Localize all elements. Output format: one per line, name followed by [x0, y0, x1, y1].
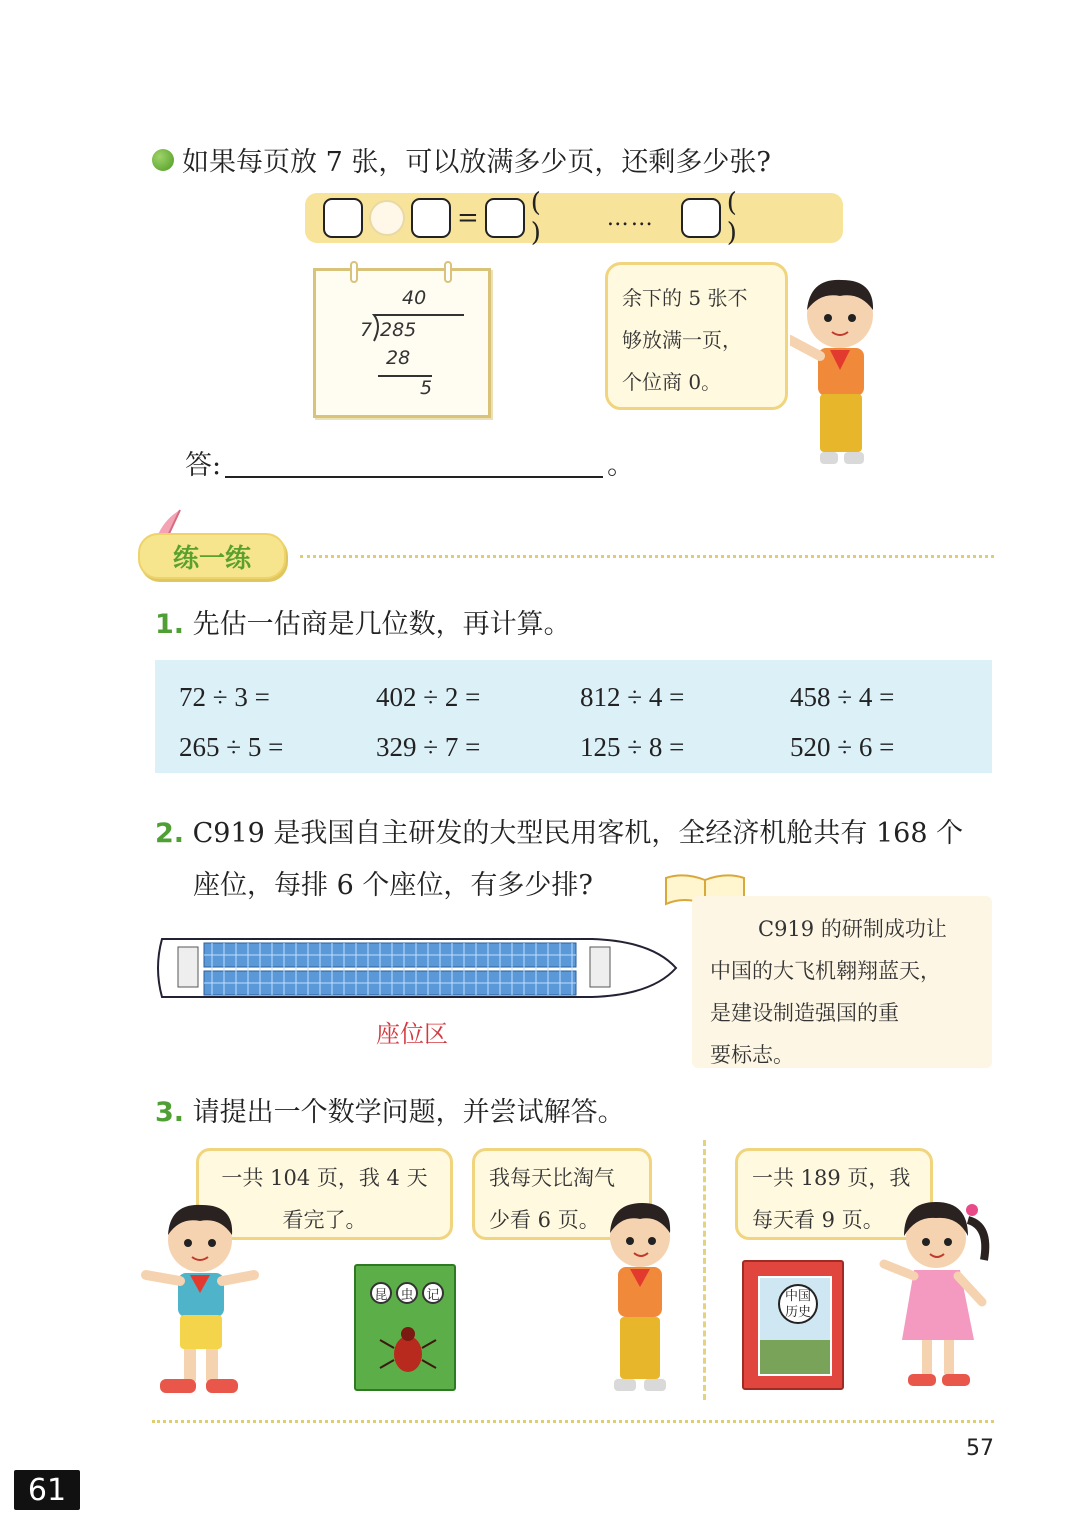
division-note [313, 268, 491, 418]
book-title-line: 中国 [784, 1289, 811, 1304]
answer-blank[interactable] [225, 450, 603, 478]
question-3 [155, 1090, 625, 1129]
answer-box-3[interactable] [485, 198, 525, 238]
formula-bar [305, 188, 843, 248]
unit-paren-2: ( ) [726, 188, 773, 248]
top-question [152, 140, 771, 179]
bullet-dot-icon [152, 149, 174, 171]
c919-info-box [692, 896, 992, 1068]
book-title [778, 1284, 818, 1324]
question-1 [155, 602, 571, 641]
book-title-char: 记 [422, 1282, 444, 1304]
insect-book [354, 1264, 456, 1391]
answer-box-2[interactable] [411, 198, 451, 238]
practice-divider [300, 555, 994, 558]
corner-page-badge: 61 [14, 1470, 80, 1510]
question-1-number: 1. [155, 609, 185, 640]
answer-label: 答: [185, 450, 222, 481]
answer-end: 。 [607, 450, 635, 481]
section-divider [703, 1140, 706, 1400]
question-3-number: 3. [155, 1097, 185, 1128]
calc-item: 329 ÷ 7 = [376, 732, 481, 762]
boy-speech-bubble [605, 262, 788, 410]
info-line: 中国的大飞机翱翔蓝天， [710, 959, 941, 983]
question-2-line-1: C919 是我国自主研发的大型民用客机，全经济机舱共有 168 个 [192, 818, 964, 849]
division-dividend: 285 [380, 319, 417, 341]
bubble-line: 看完了。 [282, 1208, 367, 1232]
practice-tag: 练一练 [138, 533, 286, 579]
boy-illustration [588, 1195, 688, 1405]
book-title [370, 1282, 444, 1304]
calc-item: 125 ÷ 8 = [580, 732, 685, 762]
division-remainder: 5 [420, 377, 433, 399]
boy-illustration [790, 270, 890, 480]
bubble-line: 够放满一页， [622, 328, 742, 352]
question-2-line-2: 座位，每排 6 个座位，有多少排? [193, 870, 593, 901]
info-line: C919 的研制成功让 [758, 917, 947, 941]
page-number: 57 [966, 1436, 994, 1461]
book-title-char: 虫 [396, 1282, 418, 1304]
beetle-icon [378, 1322, 438, 1378]
remainder-dots: …… [606, 205, 655, 231]
great-wall-image [760, 1340, 830, 1374]
calc-item: 72 ÷ 3 = [179, 682, 270, 712]
bubble-line: 一共 189 页，我 [752, 1166, 911, 1190]
answer-line [185, 443, 634, 482]
calc-item: 265 ÷ 5 = [179, 732, 284, 762]
division-quotient: 40 [402, 287, 427, 309]
answer-box-1[interactable] [323, 198, 363, 238]
calc-item: 812 ÷ 4 = [580, 682, 685, 712]
paper-clip-icon [444, 261, 452, 283]
calc-item: 458 ÷ 4 = [790, 682, 895, 712]
question-2-number: 2. [155, 818, 185, 849]
info-line: 要标志。 [710, 1043, 794, 1067]
calc-panel [155, 660, 992, 773]
bubble-line: 每天看 9 页。 [752, 1208, 884, 1232]
calc-item: 402 ÷ 2 = [376, 682, 481, 712]
division-product: 28 [386, 347, 411, 369]
paper-clip-icon [350, 261, 358, 283]
airplane-seat-map [152, 933, 682, 1003]
bubble-line: 少看 6 页。 [489, 1208, 600, 1232]
history-book [742, 1260, 844, 1390]
bubble-line: 余下的 5 张不 [622, 286, 748, 310]
top-question-text: 如果每页放 7 张，可以放满多少页，还剩多少张? [182, 147, 771, 178]
equals-sign: = [457, 203, 479, 233]
book-title-char: 昆 [370, 1282, 392, 1304]
info-line: 是建设制造强国的重 [710, 1001, 899, 1025]
bubble-line: 我每天比淘气 [489, 1166, 615, 1190]
calc-item: 520 ÷ 6 = [790, 732, 895, 762]
question-3-text: 请提出一个数学问题，并尝试解答。 [192, 1097, 625, 1128]
operator-circle[interactable] [369, 200, 405, 236]
bubble-line: 一共 104 页，我 4 天 [221, 1166, 428, 1190]
division-divisor: 7 [360, 319, 373, 341]
unit-paren-1: ( ) [530, 188, 577, 248]
seat-area-label: 座位区 [376, 1020, 448, 1048]
girl-illustration [878, 1190, 998, 1400]
question-1-text: 先估一估商是几位数，再计算。 [192, 609, 571, 640]
book-title-line: 历史 [784, 1305, 811, 1320]
boy-illustration [140, 1195, 260, 1405]
bottom-divider [152, 1420, 994, 1423]
book-cover-image [758, 1276, 832, 1376]
bubble-line: 个位商 0。 [622, 370, 722, 394]
answer-box-4[interactable] [681, 198, 721, 238]
